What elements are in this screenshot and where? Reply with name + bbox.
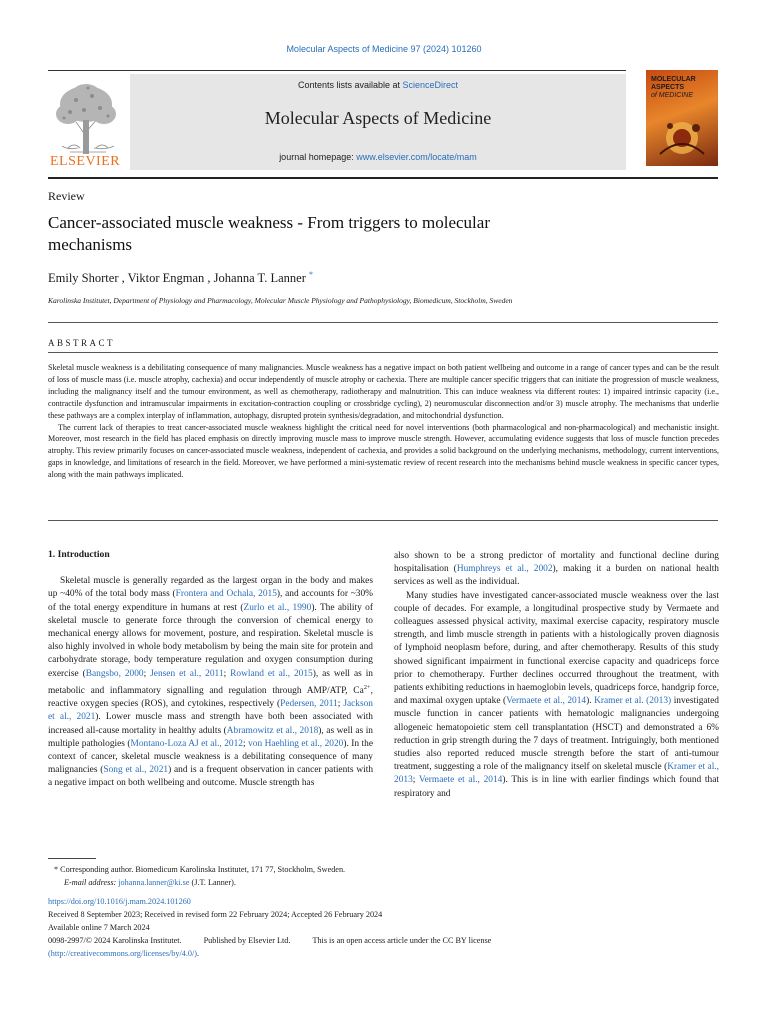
corresponding-author-mark[interactable]: * [309,270,314,279]
author-affiliation: Karolinska Institutet, Department of Physiology and Pharmacology, Molecular Muscle Physiology and Pathophysiology, Biomedicum, Stockholm, Sweden [48,296,513,305]
copyright-line: 0098-2997/© 2024 Karolinska Institutet. Published by Elsevier Ltd. This is an open access article under the CC BY license [48,936,492,945]
journal-title: Molecular Aspects of Medicine [264,108,492,128]
citation-link[interactable]: von Haehling et al., 2020 [248,738,344,749]
journal-masthead [48,70,718,172]
license-line: (http://creativecommons.org/licenses/by/4.0/). [48,949,200,958]
citation-link[interactable]: Jensen et al., 2011 [150,668,224,679]
sciencedirect-link[interactable]: ScienceDirect [402,80,459,90]
cover-title-line-3: of MEDICINE [651,92,694,99]
abstract-bottom-rule [48,520,718,521]
citation-link[interactable]: Abramowitz et al., 2018 [226,725,319,736]
doi-link[interactable]: https://doi.org/10.1016/j.mam.2024.101260 [48,897,191,906]
received-dates: Received 8 September 2023; Received in revised form 22 February 2024; Accepted 26 February 2024 [48,910,383,919]
footnote-rule [48,858,96,859]
email-label: E-mail address: [64,878,117,887]
citation-link[interactable]: Song et al., 2021 [103,765,169,776]
cover-title-line-2: ASPECTS [651,84,685,91]
cover-title [651,76,715,100]
body-column-right [394,550,719,801]
cover-title-line-1: MOLECULAR [651,76,696,83]
abstract-body [48,362,719,481]
abstract-heading: ABSTRACT [48,338,116,348]
intro-paragraph-2: Many studies have investigated cancer-associated muscle weakness over the last couple of decades. For example, a longitudinal prospective study by Vermaete and colleagues assessed physical activity, maximal exercise capacity, respiratory muscle strength, and limb muscle strength in patients with a histologically proven diagnosis of lymphoid neoplasm before, during, and after chemotherapy. Results of this study showed significant impairment in functional exercise capacity and quadriceps force prior to chemotherapy. Further declines occurred throughout the treatment, with patients exhibiting reductions in haemoglobin levels, quadriceps force, handgrip force, and maximal oxygen uptake (Vermaete et al., 2014). Kramer et al. (2013) investigated muscle function in cancer patients with hematologic malignancies undergoing allogeneic hematopoietic stem cell transplantation (HSCT) and demonstrated a 6% reduction in grip strength during the 7 days of treatment. Intriguingly, both mentioned studies also reported reduced muscle strength before the start of anti-tumour treatment, suggesting a role of the malignancy itself on skeletal muscle (Kramer et al., 2013; Vermaete et al., 2014). This is in line with earlier findings which found that respiratory and [394,590,719,799]
available-online-date: Available online 7 March 2024 [48,923,150,932]
article-type: Review [48,189,85,203]
citation-link[interactable]: Zurlo et al., 1990 [243,602,312,613]
license-link[interactable]: (http://creativecommons.org/licenses/by/4.0/) [48,949,198,958]
journal-cover-thumbnail[interactable] [646,70,718,166]
journal-homepage-line [130,152,626,162]
email-line: E-mail address: johanna.lanner@ki.se (J.T. Lanner). [64,878,236,887]
homepage-prefix: journal homepage: [279,152,357,162]
email-link[interactable]: johanna.lanner@ki.se [118,878,190,887]
abstract-top-rule [48,322,718,323]
contents-available-line [130,80,626,90]
abstract-heading-rule [48,352,718,353]
article-title: Cancer-associated muscle weakness - From triggers to molecular mechanisms [48,213,490,254]
citation-link[interactable]: Kramer et al., 2013 [394,762,719,786]
footnotes [48,863,728,960]
citation-link[interactable]: Vermaete et al., 2014 [506,696,587,707]
citation-link[interactable]: Pedersen, 2011 [280,699,338,710]
journal-homepage-link[interactable]: www.elsevier.com/locate/mam [356,152,477,162]
elsevier-wordmark: ELSEVIER [50,154,121,169]
intro-paragraph-1-continued: also shown to be a strong predictor of mortality and functional decline during hospitalisation (Humphreys et al., 2002), making it a burden on national health services as well as the individual. [394,551,719,588]
masthead-title-box [130,74,626,170]
citation-link[interactable]: Kramer et al. (2013) [594,696,672,707]
corresponding-author-note: * Corresponding author. Biomedicum Karolinska Institutet, 171 77, Stockholm, Sweden. [54,865,346,874]
journal-citation-link[interactable]: Molecular Aspects of Medicine 97 (2024) 101260 [286,44,482,54]
abstract-paragraph-2: The current lack of therapies to treat cancer-associated muscle weakness highlight the critical need for novel interventions (both pharmacological and non-pharmacological) and mechanistic insight. Moreover, most research in the field has placed emphasis on directly improving muscle mass to improve muscle strength. However, accumulating evidence suggests that loss of muscle function precedes atrophy. This review primarily focuses on cancer-associated muscle weakness, independent of cachexia, and provides a solid background on the underlying mechanisms, methodology, current interventions, gaps in knowledge, and limitations of research in the field. Moreover, we have performed a mini-systematic review of recent research into the mechanisms behind muscle weakness in specific cancer types, along with the main pathways implicated. [48,422,719,480]
intro-paragraph-1: Skeletal muscle is generally regarded as the largest organ in the body and makes up ~40% of the total body mass (Frontera and Ochala, 2015), and accounts for ~30% of the total energy expenditure in humans at rest (Zurlo et al., 1990). The ability of skeletal muscle to generate force through the conversion of chemical energy to mechanical energy allows for movement, posture, and respiration. Skeletal muscle is also highly involved in whole body metabolism by being the main site for protein and carbohydrate storage, body temperature regulation and oxygen consumption during exercise (Bangsbo, 2000; Jensen et al., 2011; Rowland et al., 2015), as well as in metabolic and inflammatory signalling and regulation through AMP/ATP, $Ca^{2+}$, reactive oxygen species (ROS), and cytokines, respectively (Pedersen, 2011; Jackson et al., 2021). Lower muscle mass and strength have both been associated with increased all-cause mortality in healthy adults (Abramowitz et al., 2018), as well as in multiple pathologies (Montano-Loza AJ et al., 2012; von Haehling et al., 2020). In the context of cancer, skeletal muscle weakness is a debilitating consequence of many malignancies (Song et al., 2021) and is a frequent observation in cancer patients with a negative impact on both wellbeing and outcome. Muscle strength has [48,576,374,789]
masthead-bottom-rule [48,177,718,179]
citation-link[interactable]: Humphreys et al., 2002 [456,564,553,575]
body-column-left [48,548,373,791]
author-names[interactable]: Emily Shorter , Viktor Engman , Johanna T. Lanner [48,271,306,286]
abstract-paragraph-1: Skeletal muscle weakness is a debilitating consequence of many malignancies. Muscle weakness has a negative impact on both patient wellbeing and outcome in a range of cancer types and can be the result of loss of muscle mass (i.e. muscle atrophy, cachexia) and occur independently of muscle atrophy or cachexia. There are multiple cancer specific triggers that can initiate the progression of muscle weakness, including the malignancy itself and the tumour environment, as well as chemotherapy, radiotherapy and malnutrition. This can induce weakness via different routes: 1) impaired intrinsic capacity (i.e., contractile dysfunction and intramuscular impairments in excitation-contraction coupling or crossbridge cycling), 2) neuromuscular disconnection and/or 3) muscle atrophy. The mechanisms that underlie these pathways are a complex interplay of inflammation, autophagy, disrupted protein synthesis/degradation, and mitochondrial dysfunction. [48,363,719,420]
citation-link[interactable]: Rowland et al., 2015 [230,668,313,679]
masthead-top-rule [48,70,626,71]
cover-art-icon [656,114,708,160]
citation-link[interactable]: Bangsbo, 2000 [85,668,144,679]
citation-link[interactable]: Vermaete et al., 2014 [418,775,503,786]
contents-prefix: Contents lists available at [297,80,403,90]
author-list [48,270,313,286]
citation-link[interactable]: Frontera and Ochala, 2015 [175,589,277,600]
citation-link[interactable]: Jackson et al., 2021 [48,699,373,723]
section-heading-introduction: 1. Introduction [48,549,110,560]
citation-link[interactable]: Montano-Loza AJ et al., 2012 [130,738,243,749]
